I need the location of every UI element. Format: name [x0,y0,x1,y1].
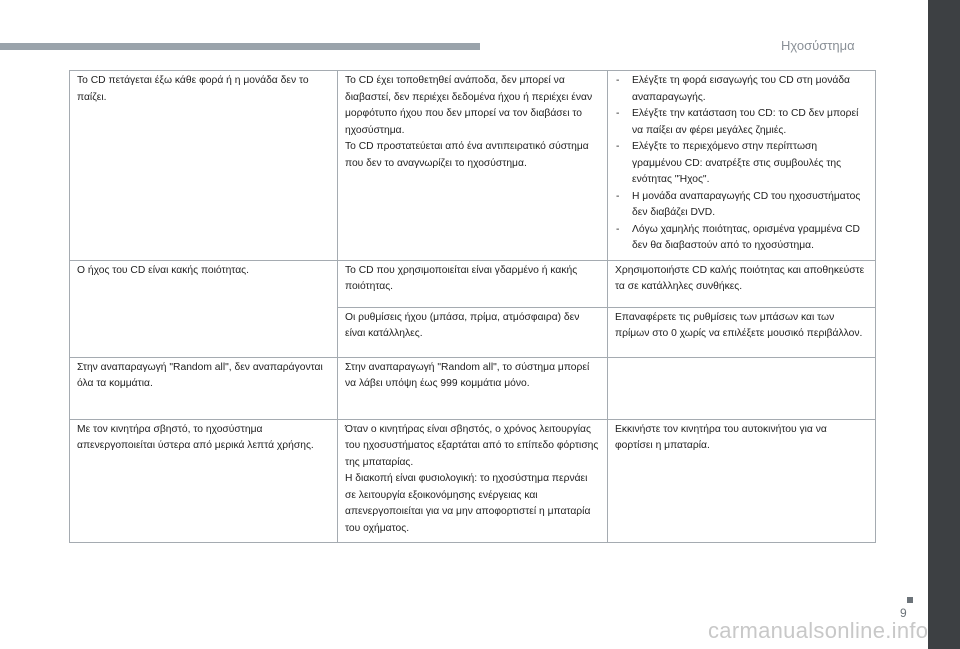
problem-cell: Το CD πετάγεται έξω κάθε φορά ή η μονάδα δεν το παίζει. [70,71,338,261]
header-bar [0,43,480,50]
cause-cell: Οι ρυθμίσεις ήχου (μπάσα, πρίμα, ατμόσφαιρα) δεν είναι κατάλληλες. [338,307,608,357]
solution-cell [608,71,876,261]
problem-cell: Ο ήχος του CD είναι κακής ποιότητας. [70,260,338,357]
solution-list [615,73,867,255]
problem-cell: Στην αναπαραγωγή "Random all", δεν αναπαράγονται όλα τα κομμάτια. [70,357,338,419]
troubleshooting-table [69,70,876,543]
solution-cell: Επαναφέρετε τις ρυθμίσεις των μπάσων και των πρίμων στο 0 χωρίς να επιλέξετε μουσικό περιβάλλον. [608,307,876,357]
cause-text: Η διακοπή είναι φυσιολογική: το ηχοσύστημα περνάει σε λειτουργία εξοικονόμησης ενέργειας και απενεργοποιείται για να μην αποφορτιστεί η μπαταρία του οχήματος. [345,473,591,534]
list-item: - Ελέγξτε τη φορά εισαγωγής του CD στη μονάδα αναπαραγωγής. [615,73,867,106]
list-item: - Η μονάδα αναπαραγωγής CD του ηχοσυστήματος δεν διαβάζει DVD. [615,189,867,222]
side-tab [928,0,960,649]
cause-text: Όταν ο κινητήρας είναι σβηστός, ο χρόνος λειτουργίας του ηχοσυστήματος εξαρτάται από το επίπεδο φόρτισης της μπαταρίας. [345,423,599,468]
cause-cell: Το CD που χρησιμοποιείται είναι γδαρμένο ή κακής ποιότητας. [338,260,608,307]
cause-cell [338,71,608,261]
cause-text: Το CD προστατεύεται από ένα αντιπειρατικό σύστημα που δεν το αναγνωρίζει το ηχοσύστημα. [345,141,589,169]
cause-cell [338,419,608,543]
table-row [70,71,876,261]
solution-cell: Χρησιμοποιήστε CD καλής ποιότητας και αποθηκεύστε τα σε κατάλληλες συνθήκες. [608,260,876,307]
watermark: carmanualsonline.info [708,618,929,643]
problem-cell: Με τον κινητήρα σβηστό, το ηχοσύστημα απενεργοποιείται ύστερα από μερικά λεπτά χρήσης. [70,419,338,543]
solution-cell [608,357,876,419]
solution-cell: Εκκινήστε τον κινητήρα του αυτοκινήτου για να φορτίσει η μπαταρία. [608,419,876,543]
table-row [70,357,876,419]
table-row [70,260,876,307]
cause-text: Το CD έχει τοποθετηθεί ανάποδα, δεν μπορεί να διαβαστεί, δεν περιέχει δεδομένα ήχου ή περιέχει έναν μορφότυπο ήχου που δεν μπορεί να τον διαβάσει το ηχοσύστημα. [345,75,593,136]
cause-cell: Στην αναπαραγωγή "Random all", το σύστημα μπορεί να λάβει υπόψη έως 999 κομμάτια μόνο. [338,357,608,419]
list-item: - Λόγω χαμηλής ποιότητας, ορισμένα γραμμένα CD δεν θα διαβαστούν από το ηχοσύστημα. [615,222,867,255]
page-number: 9 [900,606,907,620]
list-item: - Ελέγξτε το περιεχόμενο στην περίπτωση γραμμένου CD: ανατρέξτε στις συμβουλές της ενότητας "Ήχος". [615,139,867,189]
list-item: - Ελέγξτε την κατάσταση του CD: το CD δεν μπορεί να παίξει αν φέρει μεγάλες ζημιές. [615,106,867,139]
page-marker-icon [907,597,913,603]
table-row [70,419,876,543]
section-title: Ηχοσύστημα [781,38,855,53]
